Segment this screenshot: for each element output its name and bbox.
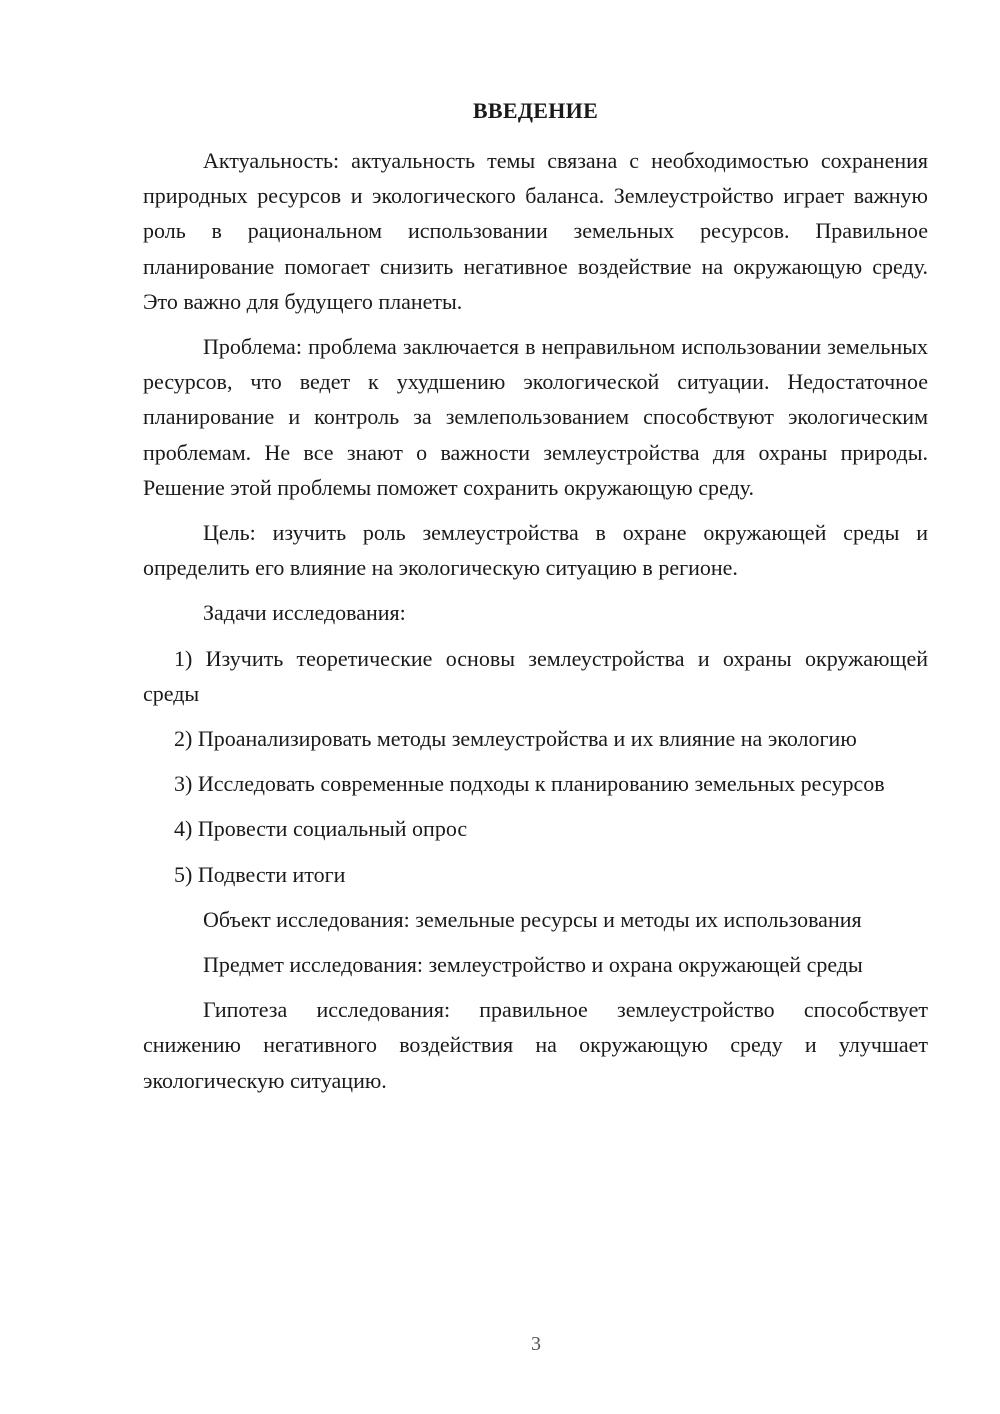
problem-paragraph: Проблема: проблема заключается в неправильном использовании земельных ресурсов, что ведет к ухудшению экологической ситуации. Недостаточное планирование и контроль за землепользованием способствуют экологическим проблемам. Не все знают о важности землеустройства для охраны природы. Решение этой проблемы поможет сохранить окружающую среду. bbox=[143, 334, 928, 500]
task-item-1: 1) Изучить теоретические основы землеустройства и охраны окружающей среды bbox=[143, 645, 928, 706]
task-item-4: 4) Провести социальный опрос bbox=[174, 816, 468, 842]
task-item-3: 3) Исследовать современные подходы к планированию земельных ресурсов bbox=[174, 771, 885, 797]
tasks-heading: Задачи исследования: bbox=[203, 600, 406, 626]
subject-paragraph: Предмет исследования: землеустройство и охрана окружающей среды bbox=[203, 952, 863, 978]
page-number: 3 bbox=[531, 1333, 541, 1355]
task-item-5: 5) Подвести итоги bbox=[174, 861, 346, 887]
hypothesis-paragraph: Гипотеза исследования: правильное землеустройство способствует снижению негативного воздействия на окружающую среду и улучшает экологическую ситуацию. bbox=[143, 997, 928, 1093]
task-item-2: 2) Проанализировать методы землеустройства и их влияние на экологию bbox=[174, 726, 857, 752]
object-paragraph: Объект исследования: земельные ресурсы и методы их использования bbox=[203, 906, 862, 932]
page-title: ВВЕДЕНИЕ bbox=[472, 98, 599, 123]
goal-paragraph: Цель: изучить роль землеустройства в охране окружающей среды и определить его влияние на экологическую ситуацию в регионе. bbox=[143, 520, 928, 581]
document-page bbox=[143, 96, 928, 1108]
relevance-paragraph: Актуальность: актуальность темы связана с необходимостью сохранения природных ресурсов и экологического баланса. Землеустройство играет важную роль в рациональном использовании земельных ресурсов. Правильное планирование помогает снизить негативное воздействие на окружающую среду. Это важно для будущего планеты. bbox=[143, 148, 928, 314]
